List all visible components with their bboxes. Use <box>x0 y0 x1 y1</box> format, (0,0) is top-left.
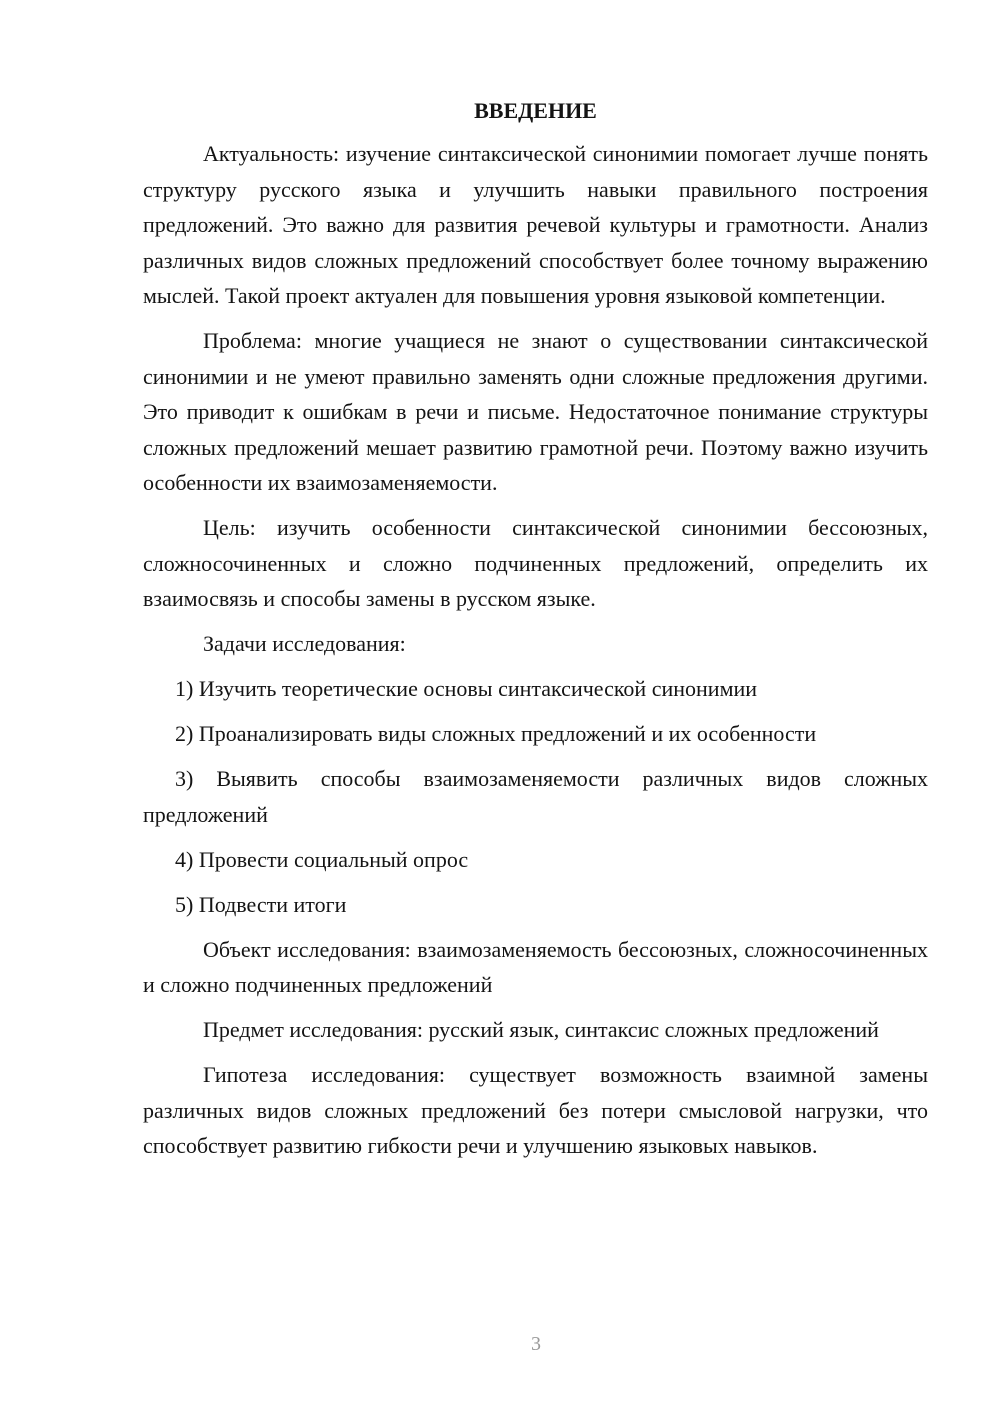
task-item: 5) Подвести итоги <box>175 891 347 917</box>
goal-paragraph: Цель: изучить особенности синтаксической синонимии бессоюзных, сложносочиненных и сложно подчиненных предложений, определить их взаимосвязь и способы замены в русском языке. <box>143 515 928 611</box>
relevance-paragraph: Актуальность: изучение синтаксической синонимии помогает лучше понять структуру русского языка и улучшить навыки правильного построения предложений. Это важно для развития речевой культуры и грамотности. Анализ различных видов сложных предложений способствует более точному выражению мыслей. Такой проект актуален для повышения уровня языковой компетенции. <box>143 141 928 308</box>
task-item: 1) Изучить теоретические основы синтаксической синонимии <box>175 676 758 701</box>
hypothesis-paragraph: Гипотеза исследования: существует возможность взаимной замены различных видов сложных предложений без потери смысловой нагрузки, что способствует развитию гибкости речи и улучшению языковых навыков. <box>143 1062 928 1158</box>
task-item: 3) Выявить способы взаимозаменяемости различных видов сложных предложений <box>143 766 928 827</box>
object-paragraph: Объект исследования: взаимозаменяемость бессоюзных, сложносочиненных и сложно подчиненных предложений <box>143 936 928 997</box>
problem-paragraph: Проблема: многие учащиеся не знают о существовании синтаксической синонимии и не умеют правильно заменять одни сложные предложения другими. Это приводит к ошибкам в речи и письме. Недостаточное понимание структуры сложных предложений мешает развитию грамотной речи. Поэтому важно изучить особенности их взаимозаменяемости. <box>143 328 928 495</box>
page-number: 3 <box>531 1333 541 1355</box>
section-title: ВВЕДЕНИЕ <box>474 98 597 123</box>
tasks-heading: Задачи исследования: <box>203 631 406 656</box>
task-item: 2) Проанализировать виды сложных предложений и их особенности <box>175 721 817 746</box>
document-page <box>143 95 928 1173</box>
subject-paragraph: Предмет исследования: русский язык, синтаксис сложных предложений <box>203 1017 879 1042</box>
task-item: 4) Провести социальный опрос <box>175 846 469 872</box>
